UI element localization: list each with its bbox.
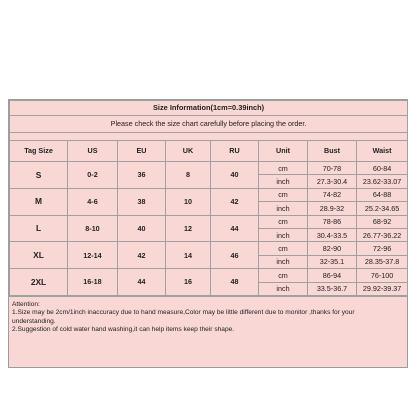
eu-size-cell: 42 bbox=[118, 242, 166, 269]
eu-size-cell: 44 bbox=[118, 269, 166, 296]
bust-inch-cell: 30.4-33.5 bbox=[308, 228, 357, 241]
bust-inch-cell: 28.9-32 bbox=[308, 202, 357, 215]
unit-cm-cell: cm bbox=[259, 242, 308, 255]
unit-cm-cell: cm bbox=[259, 215, 308, 228]
check-notice: Please check the size chart carefully before placing the order. bbox=[10, 116, 408, 133]
tag-size-cell: M bbox=[10, 188, 68, 215]
uk-size-cell: 14 bbox=[166, 242, 211, 269]
unit-inch-cell: inch bbox=[259, 175, 308, 188]
table-row bbox=[10, 162, 408, 175]
uk-size-cell: 8 bbox=[166, 162, 211, 189]
uk-size-cell: 10 bbox=[166, 188, 211, 215]
bust-cm-cell: 70-78 bbox=[308, 162, 357, 175]
table-row bbox=[10, 215, 408, 228]
waist-cm-cell: 72-96 bbox=[357, 242, 408, 255]
bust-inch-cell: 33.5-36.7 bbox=[308, 282, 357, 295]
table-row bbox=[10, 242, 408, 255]
eu-size-cell: 40 bbox=[118, 215, 166, 242]
tag-size-cell: S bbox=[10, 162, 68, 189]
waist-inch-cell: 26.77-36.22 bbox=[357, 228, 408, 241]
header-us: US bbox=[68, 141, 118, 162]
header-unit: Unit bbox=[259, 141, 308, 162]
size-table bbox=[9, 100, 408, 296]
waist-inch-cell: 23.62-33.07 bbox=[357, 175, 408, 188]
waist-cm-cell: 64-88 bbox=[357, 188, 408, 201]
bust-inch-cell: 27.3-30.4 bbox=[308, 175, 357, 188]
header-row bbox=[10, 141, 408, 162]
header-bust: Bust bbox=[308, 141, 357, 162]
us-size-cell: 4-6 bbox=[68, 188, 118, 215]
header-eu: EU bbox=[118, 141, 166, 162]
bust-cm-cell: 74-82 bbox=[308, 188, 357, 201]
ru-size-cell: 46 bbox=[211, 242, 259, 269]
eu-size-cell: 38 bbox=[118, 188, 166, 215]
us-size-cell: 16-18 bbox=[68, 269, 118, 296]
unit-cm-cell: cm bbox=[259, 162, 308, 175]
table-row bbox=[10, 269, 408, 282]
waist-inch-cell: 25.2-34.65 bbox=[357, 202, 408, 215]
unit-cm-cell: cm bbox=[259, 269, 308, 282]
spacer-row bbox=[10, 133, 408, 141]
waist-cm-cell: 60-84 bbox=[357, 162, 408, 175]
eu-size-cell: 36 bbox=[118, 162, 166, 189]
attention-note bbox=[9, 296, 407, 367]
uk-size-cell: 12 bbox=[166, 215, 211, 242]
header-waist: Waist bbox=[357, 141, 408, 162]
header-uk: UK bbox=[166, 141, 211, 162]
unit-cm-cell: cm bbox=[259, 188, 308, 201]
bust-cm-cell: 86-94 bbox=[308, 269, 357, 282]
ru-size-cell: 48 bbox=[211, 269, 259, 296]
us-size-cell: 8-10 bbox=[68, 215, 118, 242]
attention-line-1: 1.Size may be 2cm/1inch inaccuracy due to hand measure,Color may be little different due to monitor ,thanks for your bbox=[12, 309, 355, 317]
ru-size-cell: 44 bbox=[211, 215, 259, 242]
unit-inch-cell: inch bbox=[259, 282, 308, 295]
waist-inch-cell: 28.35-37.8 bbox=[357, 255, 408, 268]
unit-inch-cell: inch bbox=[259, 255, 308, 268]
us-size-cell: 12-14 bbox=[68, 242, 118, 269]
bust-inch-cell: 32-35.1 bbox=[308, 255, 357, 268]
table-row bbox=[10, 188, 408, 201]
ru-size-cell: 42 bbox=[211, 188, 259, 215]
attention-line-1-cont: understanding. bbox=[12, 317, 56, 325]
unit-inch-cell: inch bbox=[259, 228, 308, 241]
bust-cm-cell: 78-86 bbox=[308, 215, 357, 228]
ru-size-cell: 40 bbox=[211, 162, 259, 189]
header-ru: RU bbox=[211, 141, 259, 162]
header-tag-size: Tag Size bbox=[10, 141, 68, 162]
waist-inch-cell: 29.92-39.37 bbox=[357, 282, 408, 295]
bust-cm-cell: 82-90 bbox=[308, 242, 357, 255]
us-size-cell: 0-2 bbox=[68, 162, 118, 189]
attention-line-2: 2.Suggestion of cold water hand washing,it can help items keep their shape. bbox=[12, 326, 235, 334]
attention-heading: Attention: bbox=[12, 300, 40, 308]
unit-inch-cell: inch bbox=[259, 202, 308, 215]
waist-cm-cell: 76-100 bbox=[357, 269, 408, 282]
chart-title: Size Information(1cm=0.39inch) bbox=[10, 101, 408, 116]
tag-size-cell: XL bbox=[10, 242, 68, 269]
tag-size-cell: 2XL bbox=[10, 269, 68, 296]
uk-size-cell: 16 bbox=[166, 269, 211, 296]
tag-size-cell: L bbox=[10, 215, 68, 242]
size-chart bbox=[8, 99, 408, 368]
waist-cm-cell: 68-92 bbox=[357, 215, 408, 228]
